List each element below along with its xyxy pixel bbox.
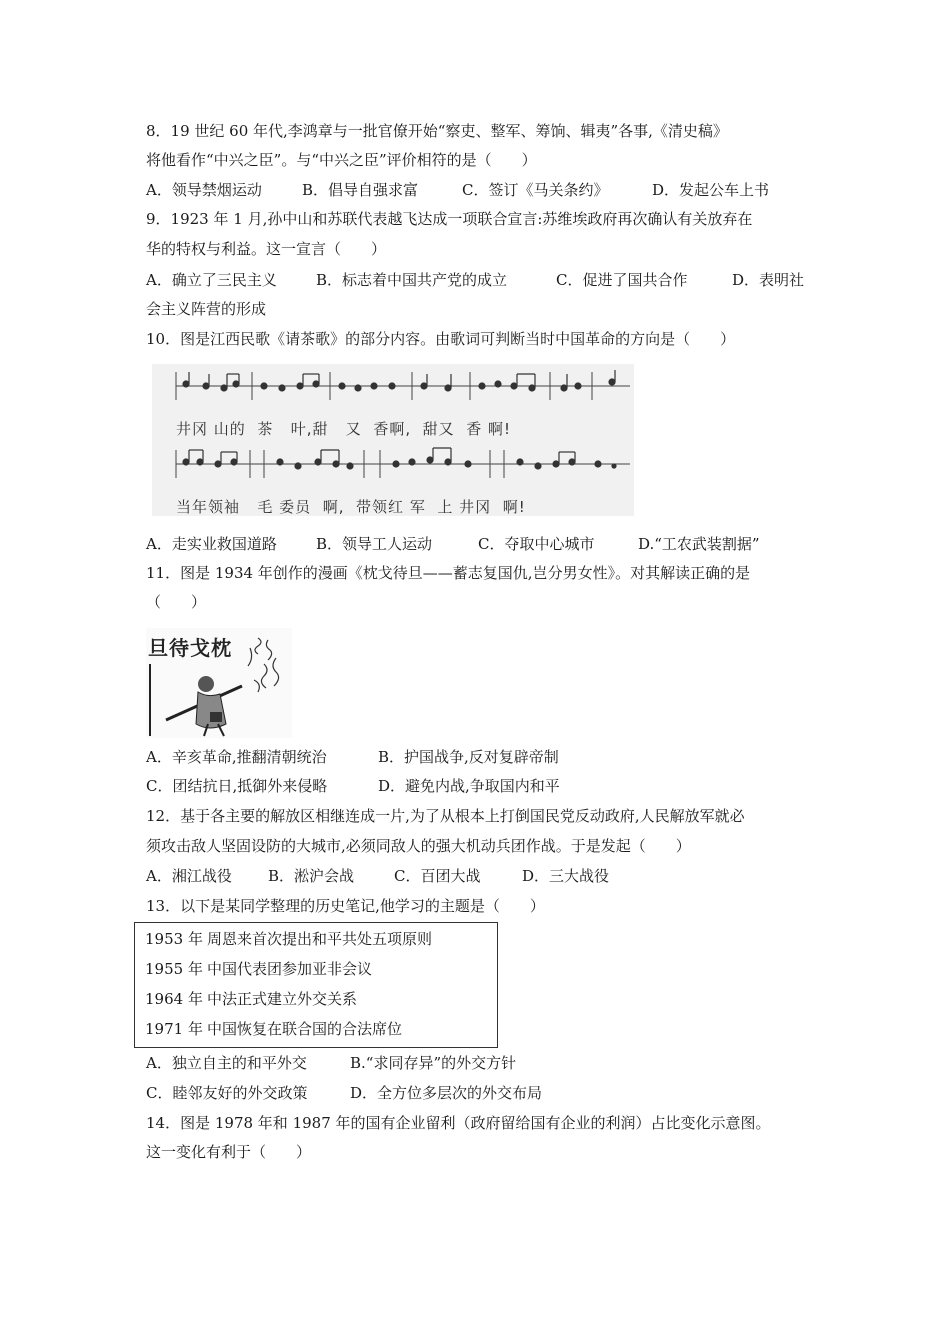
q10-option-b[interactable]: B．领导工人运动: [316, 535, 433, 553]
q13-options-line1: [146, 1053, 516, 1073]
q11-option-c[interactable]: C．团结抗日,抵御外来侵略: [146, 777, 328, 795]
q11-stem-line2: （ ）: [146, 593, 207, 611]
q11-options-line1: [146, 747, 559, 767]
q12-option-a[interactable]: A．湘江战役: [146, 867, 232, 885]
q10-options: [146, 534, 760, 554]
q13-option-b[interactable]: B.“求同存异”的外交方针: [350, 1054, 517, 1072]
music-notation: [152, 364, 634, 516]
q10-stem: 10．图是江西民歌《请茶歌》的部分内容。由歌词可判断当时中国革命的方向是（ ）: [146, 330, 736, 348]
q9-stem-line2: 华的特权与利益。这一宣言（ ）: [146, 240, 387, 258]
q8-option-c[interactable]: C．签订《马关条约》: [462, 181, 609, 199]
q12-stem-line2: 须攻击敌人坚固设防的大城市,必须同敌人的强大机动兵团作战。于是发起（ ）: [146, 837, 691, 855]
q9-stem-line1: 9．1923 年 1 月,孙中山和苏联代表越飞达成一项联合宣言:苏维埃政府再次确认有关放弃在: [146, 210, 753, 228]
q9-option-d-cont: 会主义阵营的形成: [146, 300, 267, 318]
q14-stem-line1: 14．图是 1978 年和 1987 年的国有企业留利（政府留给国有企业的利润）占比变化示意图。: [146, 1114, 771, 1132]
q11-stem-line1: 11．图是 1934 年创作的漫画《枕戈待旦——蓄志复国仇,岂分男女性》。对其解读正确的是: [146, 564, 751, 582]
q13-stem: 13．以下是某同学整理的历史笔记,他学习的主题是（ ）: [146, 897, 545, 915]
q12-options: [146, 866, 609, 886]
lyrics-line1: 井冈 山的 茶 叶,甜 又 香啊, 甜又 香 啊!: [176, 420, 512, 438]
note-row: 1964 年 中法正式建立外交关系: [145, 990, 358, 1008]
q11-option-a[interactable]: A．辛亥革命,推翻清朝统治: [146, 748, 327, 766]
q8-stem-line2: 将他看作“中兴之臣”。与“中兴之臣”评价相符的是（ ）: [146, 151, 537, 169]
q8-option-d[interactable]: D．发起公车上书: [652, 181, 770, 199]
q8-stem-line1: 8．19 世纪 60 年代,李鸿章与一批官僚开始“察吏、整军、筹饷、辑夷”各事,《清史稿》: [146, 122, 728, 140]
q9-option-a[interactable]: A．确立了三民主义: [146, 271, 277, 289]
cartoon-image: [146, 628, 292, 738]
q10-option-a[interactable]: A．走实业救国道路: [146, 535, 277, 553]
q9-options: [146, 270, 804, 290]
q10-option-c[interactable]: C．夺取中心城市: [478, 535, 595, 553]
q8-option-a[interactable]: A．领导禁烟运动: [146, 181, 262, 199]
lyrics-line2: 当年领袖 毛 委员 啊, 带领红 军 上 井冈 啊!: [176, 498, 526, 516]
song-score-image: [152, 364, 634, 516]
cartoon-title: 旦待戈枕: [148, 636, 232, 660]
q13-option-a[interactable]: A．独立自主的和平外交: [146, 1054, 307, 1072]
q9-option-c[interactable]: C．促进了国共合作: [556, 271, 688, 289]
note-row: 1955 年 中国代表团参加亚非会议: [145, 960, 373, 978]
cartoon-figure: [146, 628, 292, 738]
note-row: 1971 年 中国恢复在联合国的合法席位: [145, 1020, 403, 1038]
q9-option-d[interactable]: D．表明社: [732, 271, 805, 289]
q10-option-d[interactable]: D.“工农武装割据”: [638, 535, 760, 553]
q14-stem-line2: 这一变化有利于（ ）: [146, 1143, 312, 1161]
q12-stem-line1: 12．基于各主要的解放区相继连成一片,为了从根本上打倒国民党反动政府,人民解放军就必: [146, 807, 745, 825]
q8-option-b[interactable]: B．倡导自强求富: [302, 181, 419, 199]
q11-options-line2: [146, 776, 560, 796]
q11-option-d[interactable]: D．避免内战,争取国内和平: [378, 777, 560, 795]
q12-option-d[interactable]: D．三大战役: [522, 867, 610, 885]
q12-option-b[interactable]: B．淞沪会战: [268, 867, 355, 885]
note-row: 1953 年 周恩来首次提出和平共处五项原则: [145, 930, 433, 948]
q12-option-c[interactable]: C．百团大战: [394, 867, 481, 885]
q9-option-b[interactable]: B．标志着中国共产党的成立: [316, 271, 508, 289]
q13-options-line2: [146, 1083, 542, 1103]
q13-option-c[interactable]: C．睦邻友好的外交政策: [146, 1084, 308, 1102]
q13-option-d[interactable]: D．全方位多层次的外交布局: [350, 1084, 543, 1102]
q11-option-b[interactable]: B．护国战争,反对复辟帝制: [378, 748, 559, 766]
history-notes-box: [134, 922, 498, 1048]
q8-options: [146, 180, 769, 200]
